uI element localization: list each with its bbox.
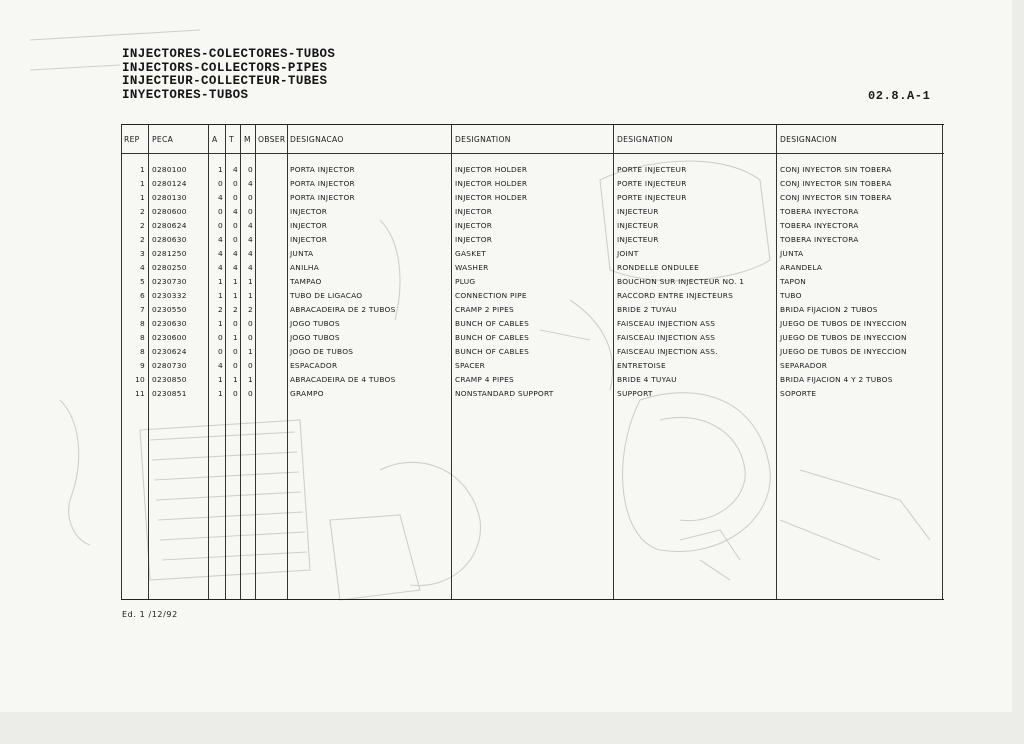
cell-peca: 0280250 [152,263,187,272]
cell-t: 0 [233,361,238,370]
col-line-right [942,125,943,599]
cell-en: INJECTOR [455,235,493,244]
header-obser: OBSER [258,135,286,144]
cell-fr: RONDELLE ONDULEE [617,263,699,272]
cell-t: 0 [233,221,238,230]
cell-en: WASHER [455,263,489,272]
cell-rep: 1 [140,165,145,174]
cell-t: 4 [233,249,238,258]
col-line-en [613,125,614,599]
cell-es: ARANDELA [780,263,823,272]
cell-a: 1 [218,277,223,286]
cell-rep: 10 [135,375,145,384]
cell-pt: ESPACADOR [290,361,338,370]
cell-pt: TAMPAO [290,277,322,286]
cell-a: 2 [218,305,223,314]
cell-t: 0 [233,389,238,398]
cell-peca: 0280600 [152,207,187,216]
cell-peca: 0230850 [152,375,187,384]
cell-pt: PORTA INJECTOR [290,165,355,174]
cell-es: TUBO [780,291,802,300]
cell-a: 4 [218,361,223,370]
cell-t: 0 [233,347,238,356]
cell-a: 0 [218,221,223,230]
cell-rep: 3 [140,249,145,258]
cell-m: 0 [248,193,253,202]
title-french: INJECTEUR-COLLECTEUR-TUBES [122,74,328,89]
cell-rep: 2 [140,207,145,216]
cell-a: 1 [218,319,223,328]
cell-es: BRIDA FIJACION 2 TUBOS [780,305,878,314]
cell-rep: 4 [140,263,145,272]
cell-fr: INJECTEUR [617,207,659,216]
cell-en: CRAMP 2 PIPES [455,305,514,314]
cell-t: 4 [233,263,238,272]
cell-peca: 0280624 [152,221,187,230]
cell-pt: PORTA INJECTOR [290,193,355,202]
header-t: T [229,135,234,144]
cell-en: INJECTOR HOLDER [455,165,528,174]
col-line-left [121,125,122,599]
title-spanish: INYECTORES-TUBOS [122,87,249,102]
cell-fr: RACCORD ENTRE INJECTEURS [617,291,734,300]
cell-a: 1 [218,389,223,398]
cell-fr: FAISCEAU INJECTION ASS [617,319,716,328]
cell-t: 4 [233,165,238,174]
cell-rep: 1 [140,179,145,188]
cell-a: 1 [218,165,223,174]
cell-es: JUNTA [780,249,804,258]
cell-m: 4 [248,263,253,272]
cell-es: JUEGO DE TUBOS DE INYECCION [780,347,907,356]
cell-pt: INJECTOR [290,221,328,230]
cell-a: 1 [218,291,223,300]
header-designacion: DESIGNACION [780,135,837,144]
cell-fr: PORTE INJECTEUR [617,165,687,174]
cell-m: 2 [248,305,253,314]
cell-fr: FAISCEAU INJECTION ASS. [617,347,718,356]
col-line-rep [148,125,149,599]
cell-es: JUEGO DE TUBOS DE INYECCION [780,333,907,342]
cell-en: BUNCH OF CABLES [455,319,530,328]
cell-en: SPACER [455,361,486,370]
cell-m: 1 [248,347,253,356]
cell-rep: 5 [140,277,145,286]
cell-m: 0 [248,207,253,216]
cell-pt: JOGO TUBOS [290,319,340,328]
cell-a: 4 [218,249,223,258]
cell-a: 0 [218,333,223,342]
cell-fr: BOUCHON SUR INJECTEUR NO. 1 [617,277,745,286]
cell-rep: 8 [140,333,145,342]
cell-en: GASKET [455,249,487,258]
cell-es: SEPARADOR [780,361,828,370]
cell-fr: FAISCEAU INJECTION ASS [617,333,716,342]
cell-fr: JOINT [617,249,639,258]
cell-m: 0 [248,361,253,370]
cell-en: CONNECTION PIPE [455,291,527,300]
cell-en: INJECTOR [455,221,493,230]
cell-es: SOPORTE [780,389,817,398]
cell-fr: PORTE INJECTEUR [617,179,687,188]
cell-rep: 7 [140,305,145,314]
cell-a: 0 [218,347,223,356]
title-english: INJECTORS-COLLECTORS-PIPES [122,60,328,75]
cell-a: 4 [218,263,223,272]
cell-en: INJECTOR [455,207,493,216]
cell-peca: 0280630 [152,235,187,244]
cell-peca: 0280100 [152,165,187,174]
cell-pt: INJECTOR [290,235,328,244]
header-rep: REP [124,135,140,144]
title-portuguese: INJECTORES-COLECTORES-TUBOS [122,47,336,61]
cell-es: CONJ INYECTOR SIN TOBERA [780,165,892,174]
cell-m: 0 [248,333,253,342]
cell-pt: JUNTA [290,249,314,258]
cell-es: BRIDA FIJACION 4 Y 2 TUBOS [780,375,893,384]
cell-m: 4 [248,221,253,230]
cell-en: CRAMP 4 PIPES [455,375,514,384]
cell-en: INJECTOR HOLDER [455,193,528,202]
cell-peca: 0230730 [152,277,187,286]
cell-pt: ABRACADEIRA DE 4 TUBOS [290,375,396,384]
header-designacao: DESIGNACAO [290,135,344,144]
cell-t: 1 [233,277,238,286]
cell-m: 1 [248,291,253,300]
header-divider [121,153,944,154]
cell-peca: 0280130 [152,193,187,202]
cell-t: 2 [233,305,238,314]
cell-m: 0 [248,165,253,174]
cell-en: INJECTOR HOLDER [455,179,528,188]
cell-en: PLUG [455,277,476,286]
cell-m: 1 [248,375,253,384]
cell-fr: INJECTEUR [617,235,659,244]
cell-fr: INJECTEUR [617,221,659,230]
cell-pt: INJECTOR [290,207,328,216]
cell-rep: 8 [140,319,145,328]
cell-pt: JOGO DE TUBOS [290,347,354,356]
cell-m: 0 [248,319,253,328]
cell-pt: TUBO DE LIGACAO [290,291,363,300]
cell-t: 4 [233,207,238,216]
cell-m: 1 [248,277,253,286]
cell-fr: PORTE INJECTEUR [617,193,687,202]
cell-t: 0 [233,179,238,188]
cell-t: 0 [233,193,238,202]
cell-pt: GRAMPO [290,389,324,398]
cell-en: NONSTANDARD SUPPORT [455,389,554,398]
cell-rep: 6 [140,291,145,300]
cell-en: BUNCH OF CABLES [455,347,530,356]
cell-rep: 1 [140,193,145,202]
cell-es: CONJ INYECTOR SIN TOBERA [780,193,892,202]
cell-peca: 0230332 [152,291,187,300]
cell-rep: 8 [140,347,145,356]
cell-es: JUEGO DE TUBOS DE INYECCION [780,319,907,328]
cell-peca: 0230630 [152,319,187,328]
cell-es: TAPON [780,277,807,286]
cell-t: 1 [233,333,238,342]
cell-m: 4 [248,235,253,244]
cell-t: 0 [233,319,238,328]
cell-rep: 2 [140,235,145,244]
cell-es: TOBERA INYECTORA [780,221,859,230]
title-block [122,48,335,102]
cell-m: 0 [248,389,253,398]
cell-peca: 0281250 [152,249,187,258]
cell-a: 1 [218,375,223,384]
cell-pt: JOGO TUBOS [290,333,340,342]
cell-peca: 0230851 [152,389,187,398]
parts-table [121,124,944,600]
cell-peca: 0230550 [152,305,187,314]
col-line-pt [451,125,452,599]
col-line-fr [776,125,777,599]
cell-fr: SUPPORT [617,389,653,398]
cell-rep: 2 [140,221,145,230]
cell-pt: ANILHA [290,263,319,272]
cell-m: 4 [248,179,253,188]
cell-peca: 0280730 [152,361,187,370]
cell-rep: 9 [140,361,145,370]
page-reference: 02.8.A-1 [868,89,931,103]
col-line-obser [287,125,288,599]
cell-t: 0 [233,235,238,244]
cell-es: TOBERA INYECTORA [780,207,859,216]
cell-pt: PORTA INJECTOR [290,179,355,188]
cell-a: 4 [218,235,223,244]
header-designation-fr: DESIGNATION [617,135,673,144]
header-a: A [212,135,218,144]
col-line-peca [208,125,209,599]
cell-peca: 0230600 [152,333,187,342]
cell-fr: ENTRETOISE [617,361,666,370]
cell-fr: BRIDE 2 TUYAU [617,305,677,314]
cell-a: 4 [218,193,223,202]
cell-peca: 0280124 [152,179,187,188]
cell-peca: 0230624 [152,347,187,356]
cell-m: 4 [248,249,253,258]
cell-t: 1 [233,291,238,300]
cell-a: 0 [218,207,223,216]
cell-t: 1 [233,375,238,384]
cell-es: CONJ INYECTOR SIN TOBERA [780,179,892,188]
cell-en: BUNCH OF CABLES [455,333,530,342]
header-m: M [244,135,251,144]
cell-rep: 11 [135,389,145,398]
edition-note: Ed. 1 /12/92 [122,610,178,619]
col-line-m [255,125,256,599]
cell-pt: ABRACADEIRA DE 2 TUBOS [290,305,396,314]
cell-es: TOBERA INYECTORA [780,235,859,244]
header-designation-en: DESIGNATION [455,135,511,144]
header-peca: PECA [152,135,174,144]
cell-a: 0 [218,179,223,188]
cell-fr: BRIDE 4 TUYAU [617,375,677,384]
